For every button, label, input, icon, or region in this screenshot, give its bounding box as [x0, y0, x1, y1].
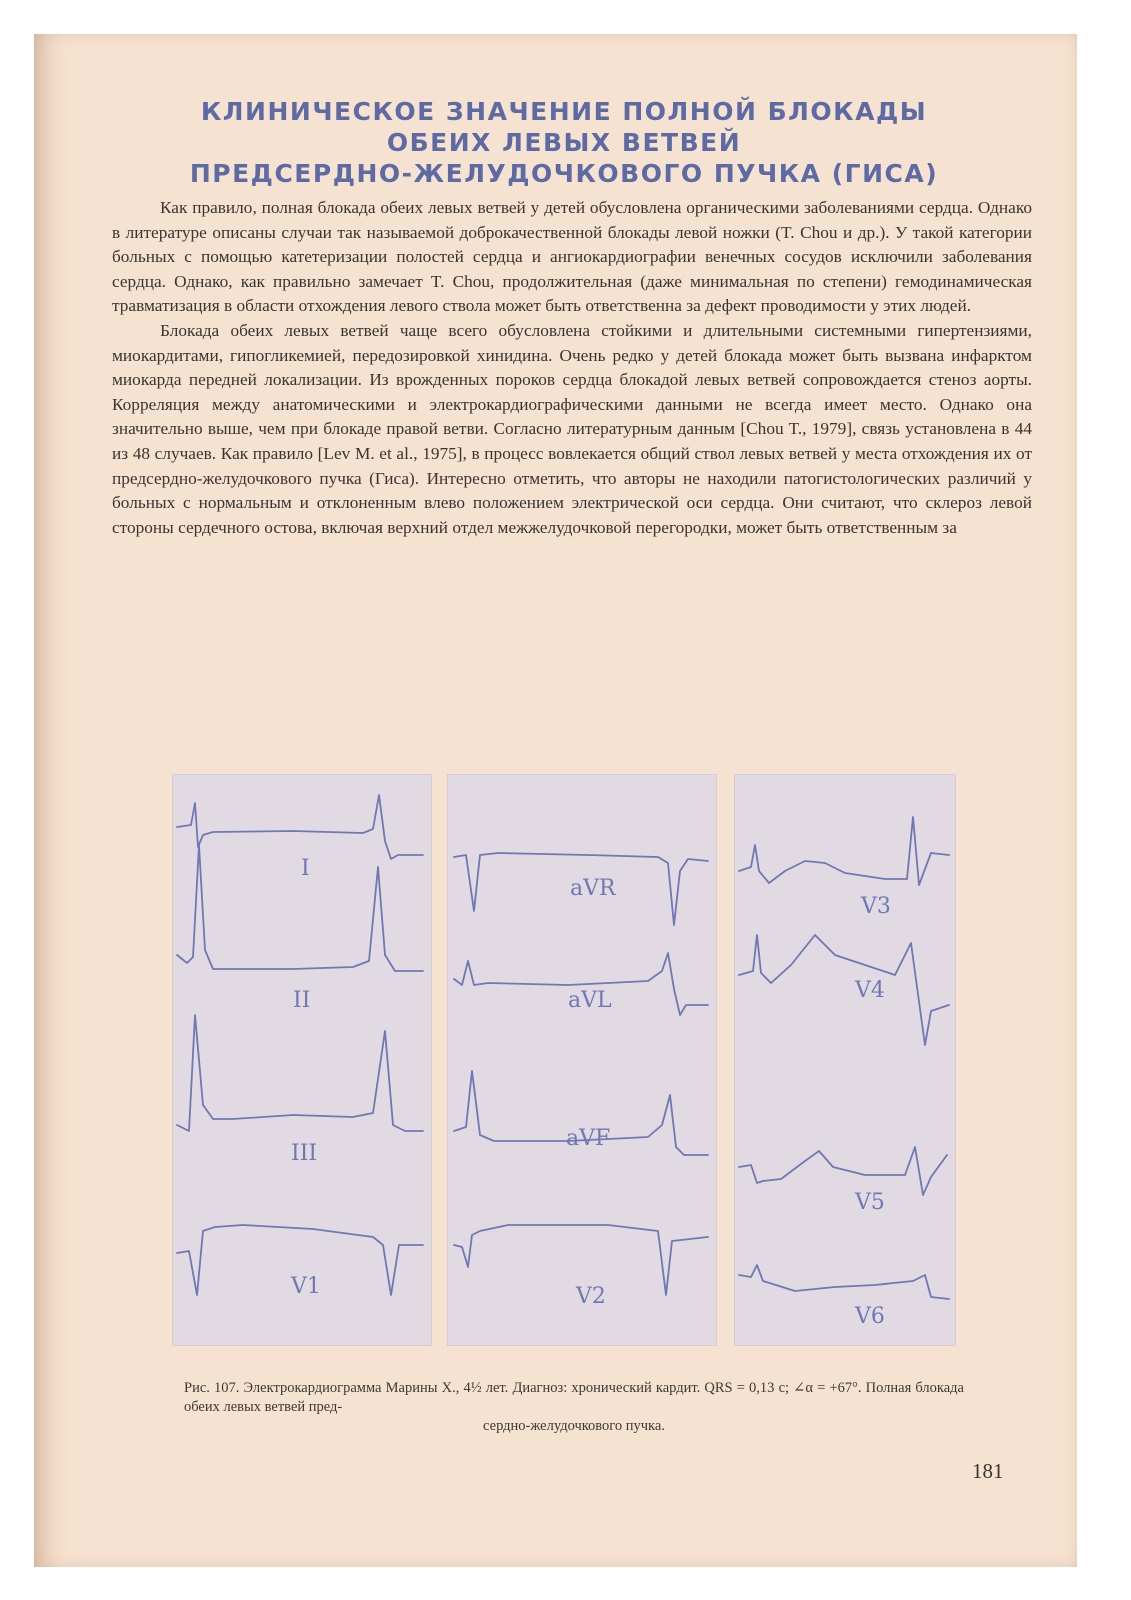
lead-label-V5: V5	[855, 1190, 885, 1215]
heading-line-3: ПРЕДСЕРДНО-ЖЕЛУДОЧКОВОГО ПУЧКА (ГИСА)	[189, 159, 939, 188]
lead-label-III: III	[291, 1141, 318, 1166]
heading-line-2: ОБЕИХ ЛЕВЫХ ВЕТВЕЙ	[386, 128, 742, 157]
heading-line-1: КЛИНИЧЕСКОЕ ЗНАЧЕНИЕ ПОЛНОЙ БЛОКАДЫ	[200, 97, 928, 126]
body-text	[112, 196, 1032, 540]
ecg-trace-V3	[739, 817, 949, 885]
figure-caption	[184, 1379, 964, 1436]
ecg-panel-chest	[734, 774, 956, 1346]
lead-label-aVL: aVL	[568, 988, 612, 1013]
ecg-trace-III	[177, 1015, 423, 1131]
ecg-panel-limb-1	[172, 774, 432, 1346]
lead-label-V3: V3	[861, 894, 891, 919]
ecg-trace-V5	[739, 1147, 947, 1195]
paragraph-2: Блокада обеих левых ветвей чаще всего обусловлена стойкими и длительными системными гипертензиями, миокардитами, гипогликемией, передозировкой хинидина. Очень редко у детей блокада может быть вызвана инфарктом миокарда передней локализации. Из врожденных пороков сердца блокадой левых ветвей сопровождается стеноз аорты. Корреляция между анатомическими и электрокардиографическими данными не всегда имеет место. Однако она значительно выше, чем при блокаде правой ветви. Согласно литературным данным [Chou T., 1979], связь установлена в 44 из 48 случаев. Как правило [Lev M. et al., 1975], в процесс вовлекается общий ствол левых ветвей у места отхождения их от предсердно-желудочкового пучка (Гиса). Интересно отметить, что авторы не находили патогистологических различий у больных с нормальным и отклоненным влево положением электрической оси сердца. Они считают, что склероз левой стороны сердечного остова, включая верхний отдел межжелудочковой перегородки, может быть ответственным за	[112, 320, 1032, 537]
ecg-trace-V4	[739, 935, 949, 1045]
paragraph-1: Как правило, полная блокада обеих левых ветвей у детей обусловлена органическими заболеваниями сердца. Однако в литературе описаны случаи так называемой доброкачественной блокады левой ножки (T. Chou и др.). У такой категории больных с помощью катетеризации полостей сердца и ангиокардиографии венечных сосудов исключили заболевания сердца. Однако, как правильно замечает T. Chou, продолжительная (даже минимальная по степени) гемодинамическая травматизация в области отхождения левого ствола может быть ответственна за дефект проводимости у этих людей.	[112, 198, 1032, 316]
lead-label-V4: V4	[855, 978, 885, 1003]
lead-label-aVF: aVF	[566, 1126, 611, 1151]
caption-line-2: сердно-желудочкового пучка.	[483, 1418, 665, 1434]
book-page	[34, 34, 1077, 1567]
caption-line-1: Рис. 107. Электрокардиограмма Марины Х., 4½ лет. Диагноз: хронический кардит. QRS = 0,13 с; ∠α = +67°. Полная блокада обеих левых ветвей пред-	[184, 1380, 964, 1415]
page-number: 181	[972, 1459, 1004, 1483]
ecg-trace-II	[177, 845, 423, 971]
lead-label-II: II	[293, 988, 311, 1013]
ecg-trace-I	[177, 795, 423, 859]
lead-label-aVR: aVR	[570, 876, 616, 901]
lead-label-V6: V6	[855, 1304, 885, 1329]
lead-label-I: I	[301, 856, 310, 881]
lead-label-V1: V1	[291, 1274, 321, 1299]
ecg-panel-limb-2	[447, 774, 717, 1346]
lead-label-V2: V2	[576, 1284, 606, 1309]
ecg-trace-V6	[739, 1265, 949, 1299]
chapter-heading	[154, 96, 974, 189]
